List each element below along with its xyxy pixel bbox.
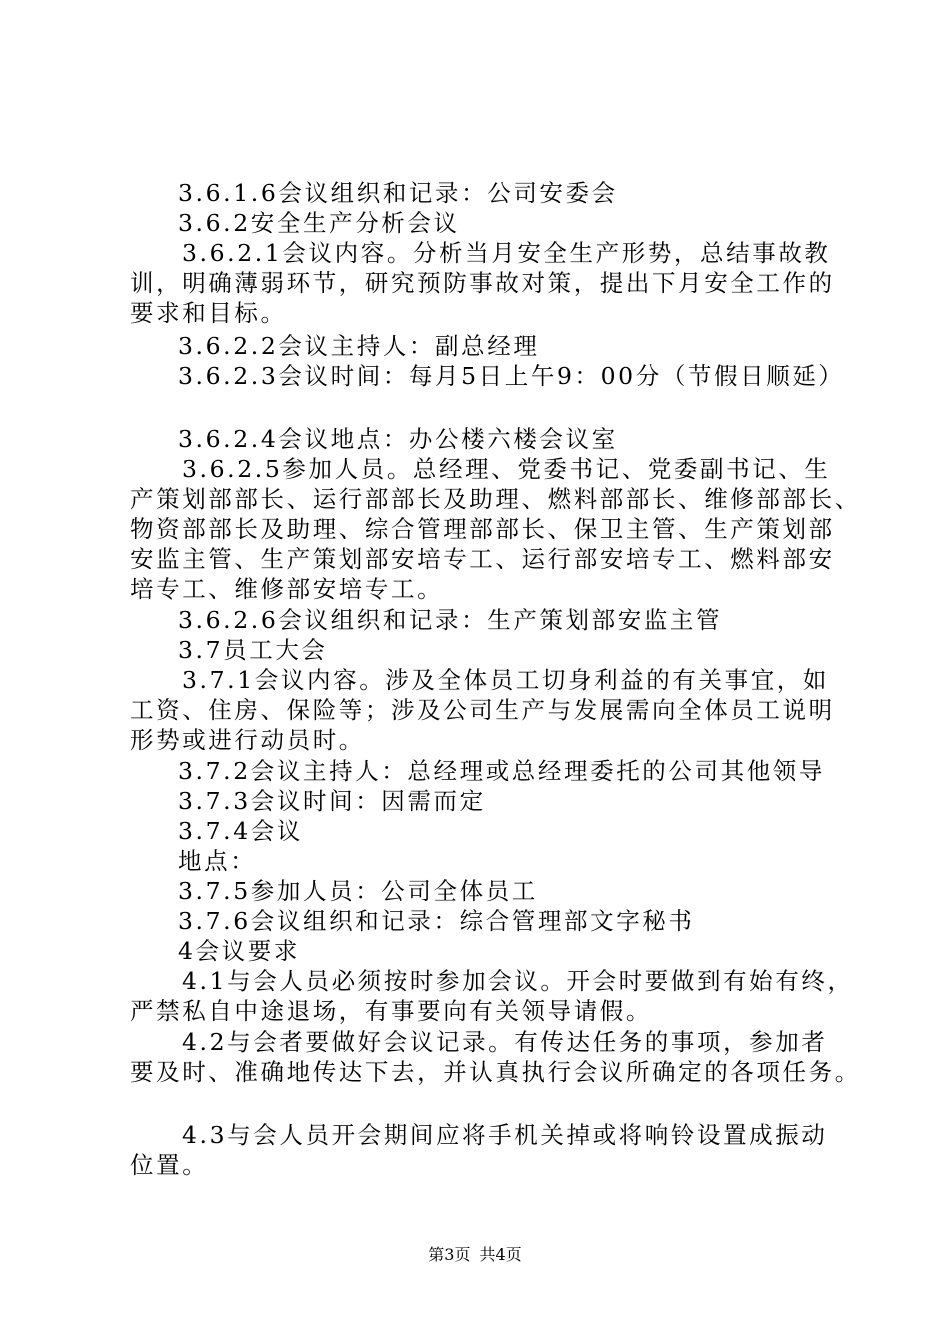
text-line: 位置。 <box>130 1151 209 1179</box>
text-line: 要求和目标。 <box>130 299 287 327</box>
text-line: 3.7.6会议组织和记录：综合管理部文字秘书 <box>178 907 695 935</box>
page-number: 第3页 <box>428 1245 471 1264</box>
text-line: 安监主管、生产策划部安培专工、运行部安培专工、燃料部安 <box>130 545 835 573</box>
text-line: 3.6.2.3会议时间：每月5日上午9：00分（节假日顺延） <box>178 362 845 390</box>
text-line: 3.7.5参加人员：公司全体员工 <box>178 877 538 905</box>
text-line: 培专工、维修部安培专工。 <box>130 575 444 603</box>
text-line: 3.6.2.5参加人员。总经理、党委书记、党委副书记、生 <box>182 455 831 483</box>
text-line: 3.6.2.4会议地点：办公楼六楼会议室 <box>178 425 618 453</box>
text-line: 工资、住房、保险等；涉及公司生产与发展需向全体员工说明 <box>130 696 835 724</box>
text-line: 3.6.2.1会议内容。分析当月安全生产形势，总结事故教 <box>182 239 831 267</box>
section-heading: 4会议要求 <box>178 937 300 965</box>
text-line: 产策划部部长、运行部部长及助理、燃料部部长、维修部部长、 <box>130 485 861 513</box>
text-line: 3.7.3会议时间：因需而定 <box>178 787 486 815</box>
text-line: 物资部部长及助理、综合管理部部长、保卫主管、生产策划部 <box>130 515 835 543</box>
text-line: 3.7.2会议主持人：总经理或总经理委托的公司其他领导 <box>178 757 825 785</box>
text-line: 严禁私自中途退场，有事要向有关领导请假。 <box>130 997 652 1025</box>
text-line: 训，明确薄弱环节，研究预防事故对策，提出下月安全工作的 <box>130 269 835 297</box>
text-line: 3.7.4会议 <box>178 817 303 845</box>
text-line: 3.6.1.6会议组织和记录：公司安委会 <box>178 179 618 207</box>
text-line: 3.6.2.6会议组织和记录：生产策划部安监主管 <box>178 606 723 634</box>
page-total: 共4页 <box>479 1245 522 1264</box>
text-line: 4.3与会人员开会期间应将手机关掉或将响铃设置成振动 <box>182 1121 828 1149</box>
text-line: 要及时、准确地传达下去，并认真执行会议所确定的各项任务。 <box>130 1058 861 1086</box>
text-line: 4.1与会人员必须按时参加会议。开会时要做到有始有终， <box>182 967 854 995</box>
text-line: 3.7.1会议内容。涉及全体员工切身利益的有关事宜，如 <box>182 666 829 694</box>
text-line: 4.2与会者要做好会议记录。有传达任务的事项，参加者 <box>182 1028 828 1056</box>
text-line: 地点： <box>178 847 257 875</box>
page-footer <box>0 1244 950 1266</box>
text-line: 3.7员工大会 <box>178 636 328 664</box>
text-line: 3.6.2.2会议主持人：副总经理 <box>178 332 540 360</box>
text-line: 形势或进行动员时。 <box>130 726 365 754</box>
text-line: 3.6.2安全生产分析会议 <box>178 209 460 237</box>
